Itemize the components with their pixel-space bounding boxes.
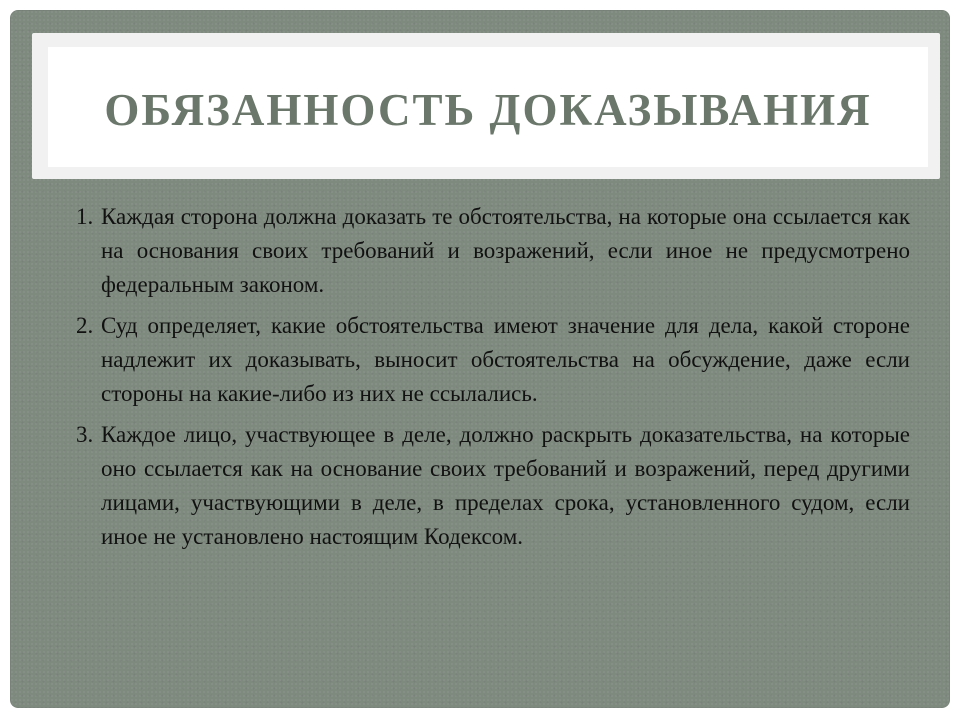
slide-title: ОБЯЗАННОСТЬ ДОКАЗЫВАНИЯ	[104, 85, 872, 135]
list-item-text: Каждое лицо, участвующее в деле, должно раскрыть доказательства, на которые оно ссылается как на основание своих требований и возражений, перед другими лицами, участвующими в деле, в пределах срока, установленного судом, если иное не установлено настоящим Кодексом.	[101, 422, 910, 549]
list-item	[76, 418, 910, 554]
list-item-text: Каждая сторона должна доказать те обстоятельства, на которые она ссылается как на основания своих требований и возражений, если иное не предусмотрено федеральным законом.	[101, 204, 910, 297]
list-item-number: 3.	[76, 422, 94, 447]
list-item-number: 2.	[76, 313, 94, 338]
slide-body	[76, 200, 910, 561]
list-item-number: 1.	[76, 204, 94, 229]
title-box	[48, 47, 928, 167]
list-item-text: Суд определяет, какие обстоятельства имеют значение для дела, какой стороне надлежит их доказывать, выносит обстоятельства на обсуждение, даже если стороны на какие-либо из них не ссылались.	[101, 313, 910, 406]
slide	[10, 10, 950, 708]
list-item	[76, 309, 910, 411]
list-item	[76, 200, 910, 302]
